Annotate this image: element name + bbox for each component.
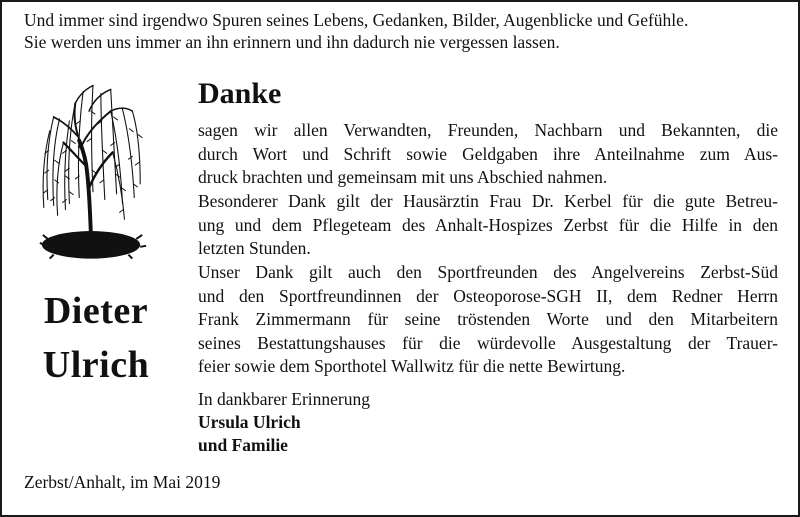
signature-block xyxy=(198,388,370,457)
paragraph-line: sagen wir allen Verwandten, Freunden, Nachbarn und Bekannten, die xyxy=(198,120,778,140)
thanks-paragraph xyxy=(198,261,778,379)
thanks-paragraph xyxy=(198,190,778,261)
paragraph-line: druck brachten und gemeinsam mit uns Abschied nahmen. xyxy=(198,167,608,187)
intro-line: Und immer sind irgendwo Spuren seines Lebens, Gedanken, Bilder, Augenblicke und Gefühle. xyxy=(24,10,689,30)
paragraph-line: ung und dem Pflegeteam des Anhalt-Hospizes Zerbst für die Hilfe in den xyxy=(198,214,778,235)
paragraph-line: Unser Dank gilt auch den Sportfreunden des Angelvereins Zerbst-Süd xyxy=(198,262,778,282)
intro-line: Sie werden uns immer an ihn erinnern und ihn dadurch nie vergessen lassen. xyxy=(24,32,560,52)
paragraph-line: letzten Stunden. xyxy=(198,238,311,258)
intro-text xyxy=(24,9,784,53)
weeping-willow-tree-icon xyxy=(34,80,152,270)
signature-line: In dankbarer Erinnerung xyxy=(198,389,371,409)
thanks-paragraph xyxy=(198,119,778,190)
thanks-heading: Danke xyxy=(198,77,282,110)
place-date: Zerbst/Anhalt, im Mai 2019 xyxy=(24,472,221,492)
paragraph-line: durch Wort und Schrift sowie Geldgaben ihre Anteilnahme zum Aus- xyxy=(198,143,778,164)
paragraph-line: seines Bestattungshauses für die würdevolle Ausgestaltung der Trauer- xyxy=(198,332,778,353)
paragraph-line: Besonderer Dank gilt der Hausärztin Frau Dr. Kerbel für die gute Betreu- xyxy=(198,191,778,211)
deceased-first-name: Dieter xyxy=(43,290,149,332)
paragraph-line: und den Sportfreundinnen der Osteoporose-SGH II, dem Redner Herrn xyxy=(198,285,778,306)
paragraph-line: Frank Zimmermann für seine tröstenden Worte und den Mitarbeitern xyxy=(198,309,778,329)
paragraph-line: feier sowie dem Sporthotel Wallwitz für die nette Bewirtung. xyxy=(198,356,626,376)
signature-family: und Familie xyxy=(198,435,288,455)
signature-name: Ursula Ulrich xyxy=(198,412,301,432)
deceased-last-name: Ulrich xyxy=(42,344,150,386)
